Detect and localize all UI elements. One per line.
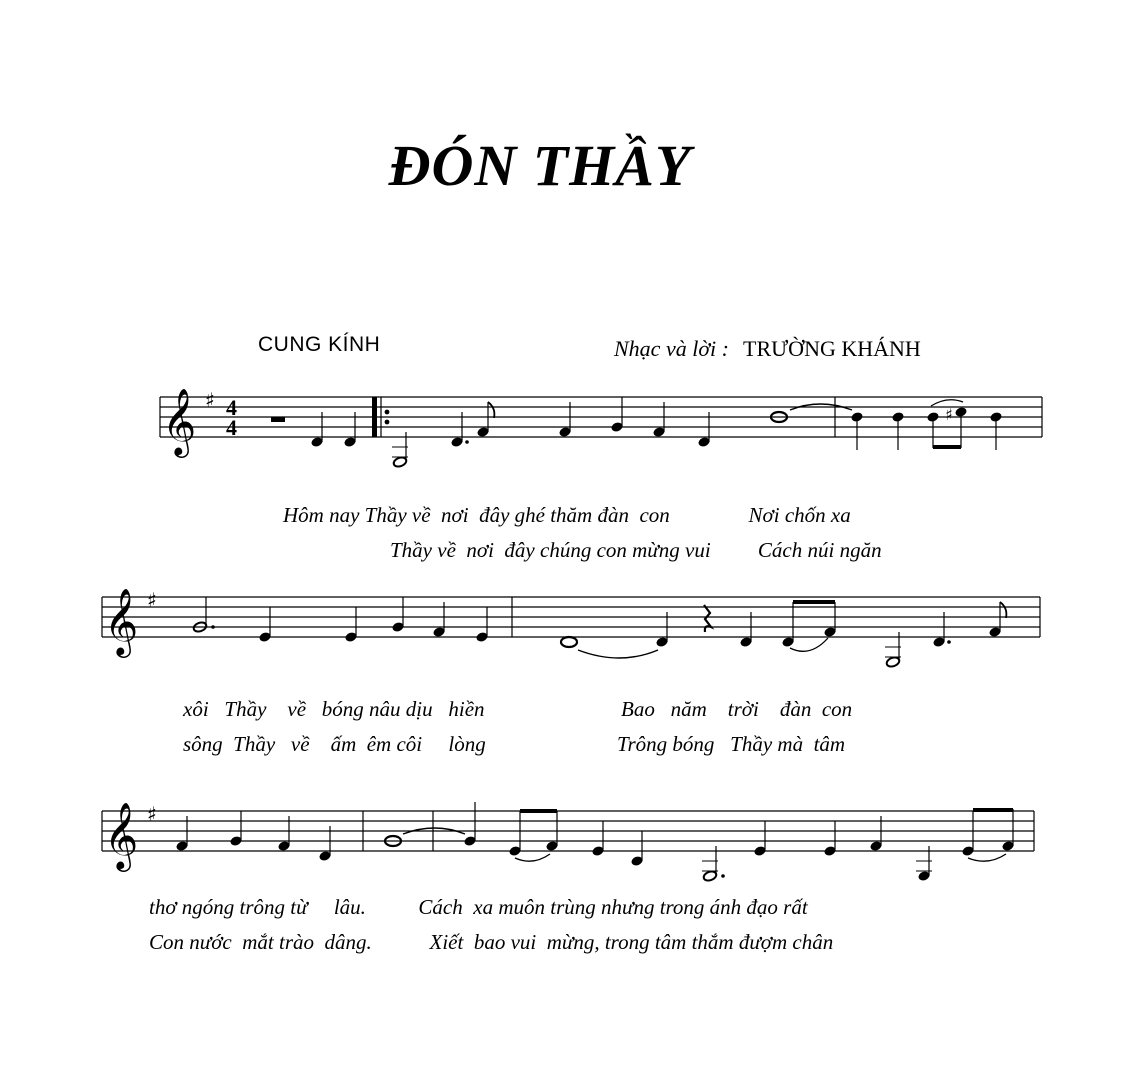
- time-sig-top: 4: [226, 395, 237, 420]
- time-sig-bottom: 4: [226, 415, 237, 440]
- credit-label: Nhạc và lời :: [614, 336, 729, 361]
- treble-clef-icon: 𝄞: [104, 587, 139, 655]
- quarter-rest: [704, 605, 711, 632]
- composer-name: TRƯỜNG KHÁNH: [743, 336, 921, 361]
- tempo-marking: CUNG KÍNH: [258, 333, 381, 356]
- staff-system-2: [0, 580, 1126, 670]
- lyric-s3-verse2: Con nước mắt trào dâng. Xiết bao vui mừng, trong tâm thắm đượm chân: [149, 930, 834, 954]
- sharp-icon: ♯: [205, 388, 215, 412]
- svg-text:♯: ♯: [945, 405, 953, 424]
- staff-system-3: [0, 794, 1126, 894]
- song-title: ĐÓN THẦY: [388, 133, 692, 198]
- lyric-s1-verse1: Hôm nay Thầy về nơi đây ghé thăm đàn con Nơi chốn xa: [283, 503, 851, 527]
- credit-line: [614, 336, 921, 362]
- lyric-s2-verse1: xôi Thầy về bóng nâu dịu hiền Bao năm trời đàn con: [183, 697, 853, 721]
- lyric-s1-verse2: Thầy về nơi đây chúng con mừng vui Cách núi ngăn: [390, 538, 882, 562]
- staff-system-1: [0, 380, 1126, 470]
- lyric-s2-verse2: sông Thầy về ấm êm côi lòng Trông bóng Thầy mà tâm: [183, 732, 846, 756]
- half-rest: [271, 417, 285, 422]
- treble-clef-icon: 𝄞: [104, 801, 139, 869]
- lyric-s3-verse1: thơ ngóng trông từ lâu. Cách xa muôn trùng nhưng trong ánh đạo rất: [149, 895, 808, 919]
- sharp-icon: ♯: [147, 588, 157, 612]
- repeat-barline: [372, 397, 377, 437]
- sharp-icon: ♯: [147, 802, 157, 826]
- treble-clef-icon: 𝄞: [162, 387, 197, 455]
